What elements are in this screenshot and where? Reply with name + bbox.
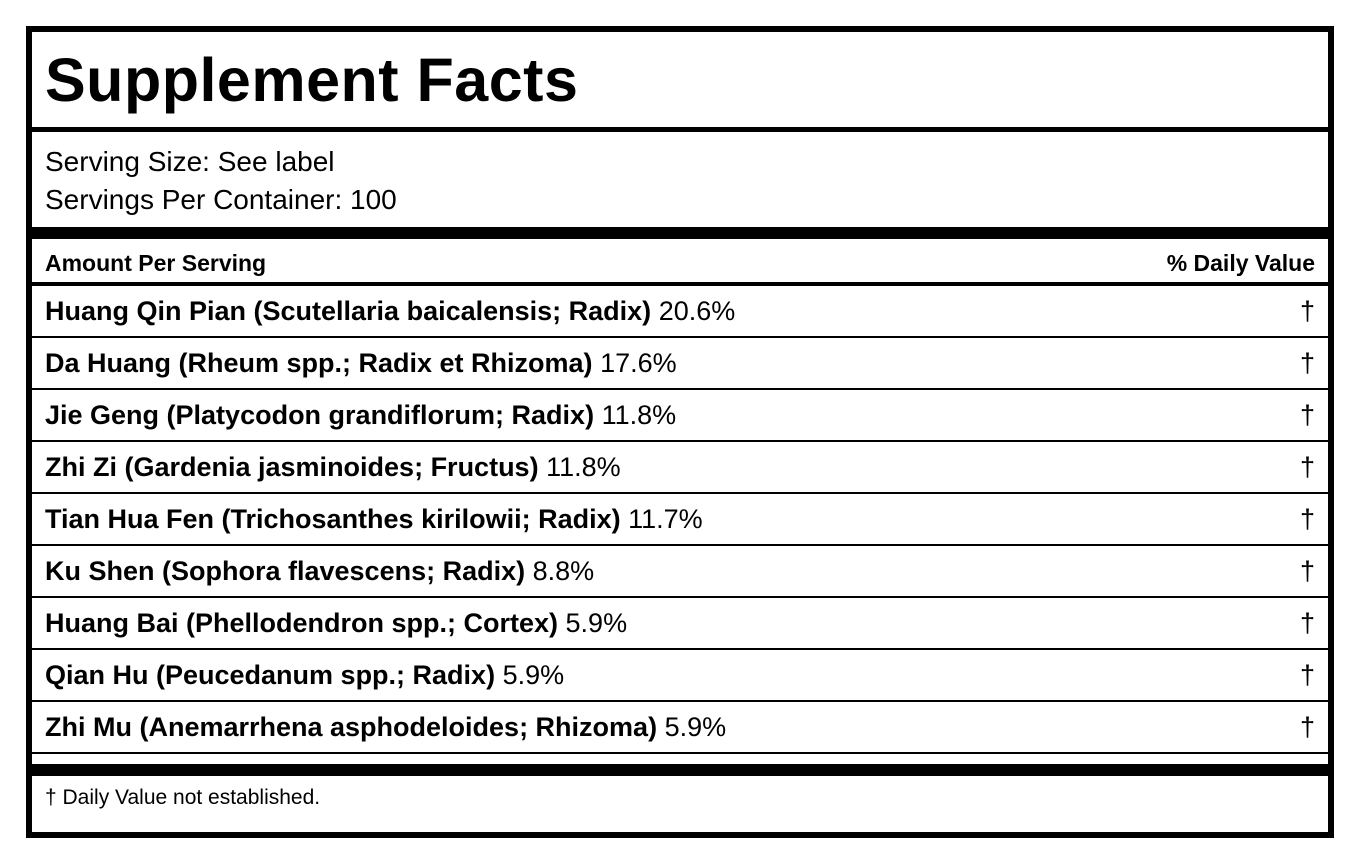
dagger-mark: † xyxy=(1299,400,1315,430)
ingredient-name: Tian Hua Fen (Trichosanthes kirilowii; Radix) xyxy=(45,504,621,534)
serving-info xyxy=(32,132,1328,227)
dagger-mark: † xyxy=(1299,608,1315,638)
daily-value-header: % Daily Value xyxy=(1166,250,1315,276)
page-title: Supplement Facts xyxy=(45,46,579,114)
thick-divider xyxy=(32,227,1328,239)
ingredient-name: Da Huang (Rheum spp.; Radix et Rhizoma) xyxy=(45,348,593,378)
ingredient-name: Huang Bai (Phellodendron spp.; Cortex) xyxy=(45,608,559,638)
dagger-mark: † xyxy=(1299,348,1315,378)
table-row xyxy=(32,442,1328,494)
supplement-facts-panel xyxy=(26,26,1334,838)
table-row xyxy=(32,546,1328,598)
ingredient-list xyxy=(32,286,1328,754)
dagger-mark: † xyxy=(1299,712,1315,742)
ingredient-percent: 11.8% xyxy=(546,452,621,482)
dagger-mark: † xyxy=(1299,660,1315,690)
ingredient-percent: 5.9% xyxy=(502,660,565,690)
ingredient-name: Huang Qin Pian (Scutellaria baicalensis; Radix) xyxy=(45,296,652,326)
servings-per-container: Servings Per Container: 100 xyxy=(45,184,397,215)
ingredient-name: Zhi Zi (Gardenia jasminoides; Fructus) xyxy=(45,452,539,482)
title-section xyxy=(32,32,1328,132)
table-row xyxy=(32,650,1328,702)
blank-spacer xyxy=(32,754,1328,764)
serving-size: Serving Size: See label xyxy=(45,146,335,177)
dagger-mark: † xyxy=(1299,452,1315,482)
table-row xyxy=(32,390,1328,442)
dagger-mark: † xyxy=(1299,556,1315,586)
table-row xyxy=(32,338,1328,390)
ingredient-name: Zhi Mu (Anemarrhena asphodeloides; Rhizoma) xyxy=(45,712,658,742)
ingredient-name: Ku Shen (Sophora flavescens; Radix) xyxy=(45,556,526,586)
ingredient-name: Jie Geng (Platycodon grandiflorum; Radix) xyxy=(45,400,595,430)
ingredient-percent: 5.9% xyxy=(664,712,727,742)
ingredient-percent: 17.6% xyxy=(600,348,677,378)
ingredient-name: Qian Hu (Peucedanum spp.; Radix) xyxy=(45,660,496,690)
table-row xyxy=(32,702,1328,754)
footnote-text: † Daily Value not established. xyxy=(45,786,321,809)
table-header xyxy=(32,239,1328,286)
footer-divider xyxy=(32,764,1328,776)
ingredient-percent: 5.9% xyxy=(565,608,628,638)
ingredient-percent: 8.8% xyxy=(532,556,595,586)
ingredient-percent: 11.7% xyxy=(628,504,703,534)
table-row xyxy=(32,598,1328,650)
dagger-mark: † xyxy=(1299,296,1315,326)
amount-per-serving-header: Amount Per Serving xyxy=(45,250,267,276)
footnote xyxy=(32,776,1328,816)
dagger-mark: † xyxy=(1299,504,1315,534)
ingredient-percent: 20.6% xyxy=(658,296,736,326)
ingredient-percent: 11.8% xyxy=(601,400,677,430)
table-row xyxy=(32,494,1328,546)
table-row xyxy=(32,286,1328,338)
